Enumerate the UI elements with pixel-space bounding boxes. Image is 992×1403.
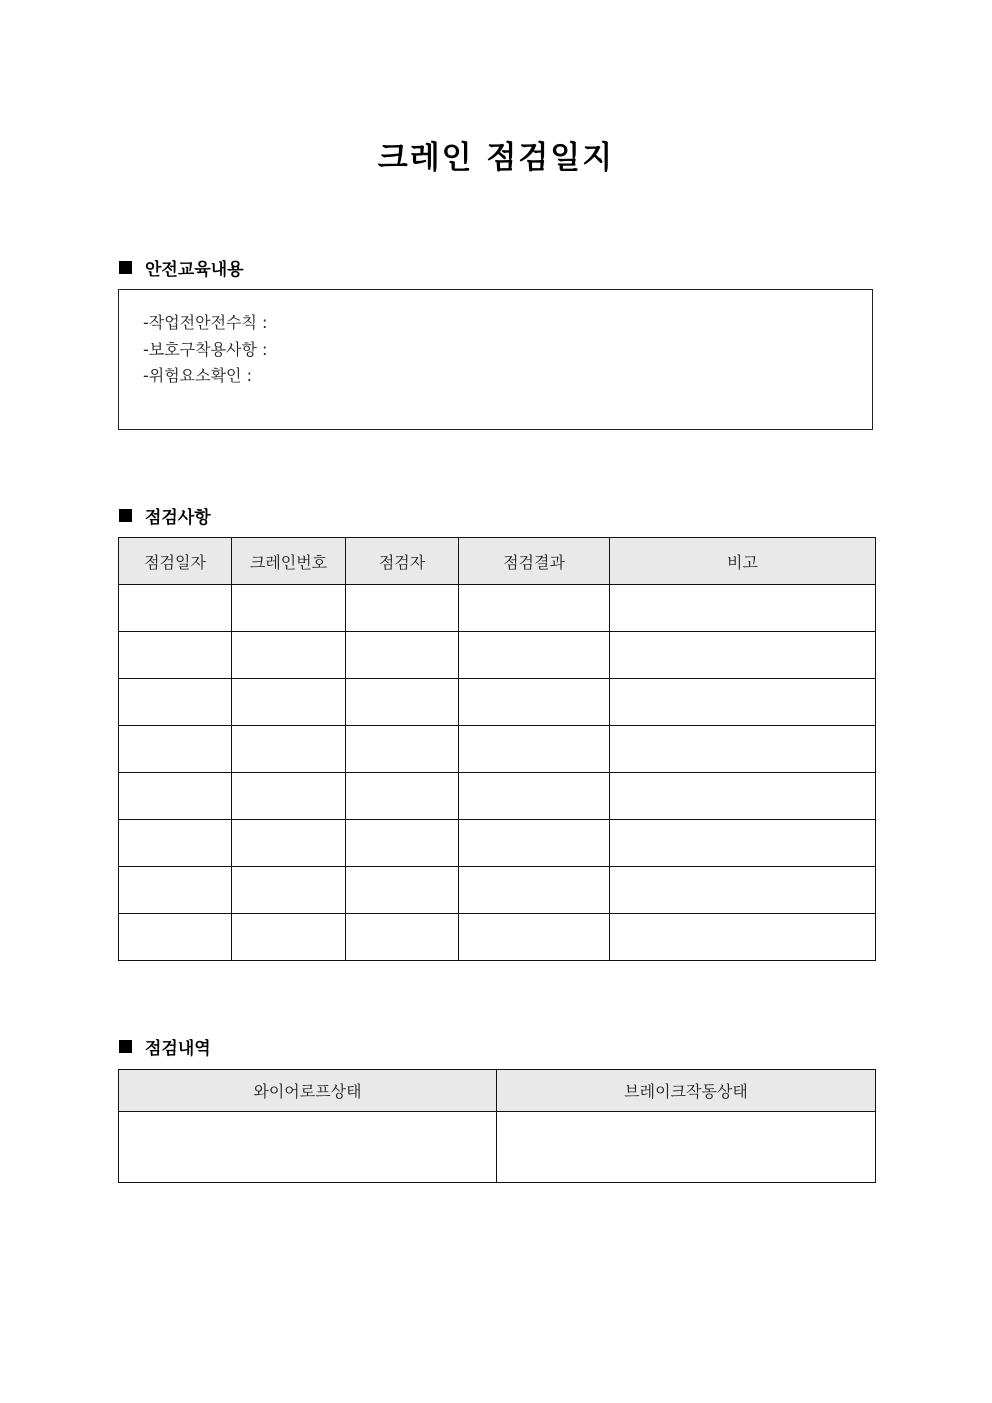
cell-crane-number[interactable] — [232, 820, 346, 867]
column-header-inspector: 점검자 — [346, 538, 459, 585]
education-line-work-safety: -작업전안전수칙 : — [143, 313, 268, 332]
table-row — [119, 867, 876, 914]
cell-crane-number[interactable] — [232, 914, 346, 961]
cell-date[interactable] — [119, 773, 232, 820]
cell-inspector[interactable] — [346, 679, 459, 726]
cell-inspector[interactable] — [346, 867, 459, 914]
cell-date[interactable] — [119, 726, 232, 773]
column-header-date: 점검일자 — [119, 538, 232, 585]
column-header-brake-status: 브레이크작동상태 — [497, 1070, 876, 1112]
table-row — [119, 820, 876, 867]
cell-inspector[interactable] — [346, 914, 459, 961]
cell-result[interactable] — [459, 632, 610, 679]
safety-education-box[interactable] — [118, 289, 873, 430]
cell-date[interactable] — [119, 632, 232, 679]
cell-date[interactable] — [119, 679, 232, 726]
section-heading-inspection-details — [119, 1034, 211, 1059]
square-bullet-icon — [119, 509, 132, 522]
cell-crane-number[interactable] — [232, 679, 346, 726]
column-header-crane-number: 크레인번호 — [232, 538, 346, 585]
cell-inspector[interactable] — [346, 820, 459, 867]
table-row — [119, 1112, 876, 1183]
section-heading-label: 점검사항 — [145, 508, 211, 528]
column-header-wire-rope-status: 와이어로프상태 — [119, 1070, 497, 1112]
cell-crane-number[interactable] — [232, 726, 346, 773]
cell-date[interactable] — [119, 820, 232, 867]
cell-result[interactable] — [459, 820, 610, 867]
cell-remarks[interactable] — [610, 585, 876, 632]
cell-wire-rope-status[interactable] — [119, 1112, 497, 1183]
table-row — [119, 773, 876, 820]
cell-crane-number[interactable] — [232, 585, 346, 632]
education-line-protective-gear: -보호구착용사항 : — [143, 339, 268, 359]
table-row — [119, 679, 876, 726]
inspection-details-table — [118, 1069, 876, 1183]
document-title: 크레인 점검일지 — [377, 140, 615, 176]
cell-result[interactable] — [459, 679, 610, 726]
inspection-items-table — [118, 537, 876, 961]
cell-brake-status[interactable] — [497, 1112, 876, 1183]
cell-inspector[interactable] — [346, 773, 459, 820]
table-row — [119, 585, 876, 632]
cell-remarks[interactable] — [610, 820, 876, 867]
cell-inspector[interactable] — [346, 632, 459, 679]
cell-crane-number[interactable] — [232, 773, 346, 820]
education-line-hazard-check: -위험요소확인 : — [143, 366, 252, 385]
cell-crane-number[interactable] — [232, 867, 346, 914]
cell-crane-number[interactable] — [232, 632, 346, 679]
cell-remarks[interactable] — [610, 773, 876, 820]
column-header-result: 점검결과 — [459, 538, 610, 585]
cell-date[interactable] — [119, 867, 232, 914]
cell-date[interactable] — [119, 914, 232, 961]
square-bullet-icon — [119, 1040, 132, 1053]
cell-result[interactable] — [459, 914, 610, 961]
section-heading-inspection-items — [119, 503, 211, 528]
section-heading-label: 안전교육내용 — [145, 260, 244, 280]
cell-remarks[interactable] — [610, 914, 876, 961]
table-header-row — [119, 1070, 876, 1112]
cell-remarks[interactable] — [610, 632, 876, 679]
cell-inspector[interactable] — [346, 726, 459, 773]
cell-inspector[interactable] — [346, 585, 459, 632]
cell-result[interactable] — [459, 867, 610, 914]
table-row — [119, 632, 876, 679]
square-bullet-icon — [119, 261, 132, 274]
section-heading-safety-education — [119, 255, 244, 280]
table-row — [119, 914, 876, 961]
cell-result[interactable] — [459, 585, 610, 632]
cell-remarks[interactable] — [610, 679, 876, 726]
section-heading-label: 점검내역 — [145, 1039, 211, 1059]
cell-remarks[interactable] — [610, 726, 876, 773]
cell-result[interactable] — [459, 773, 610, 820]
cell-date[interactable] — [119, 585, 232, 632]
table-row — [119, 726, 876, 773]
column-header-remarks: 비고 — [610, 538, 876, 585]
table-header-row — [119, 538, 876, 585]
cell-remarks[interactable] — [610, 867, 876, 914]
cell-result[interactable] — [459, 726, 610, 773]
